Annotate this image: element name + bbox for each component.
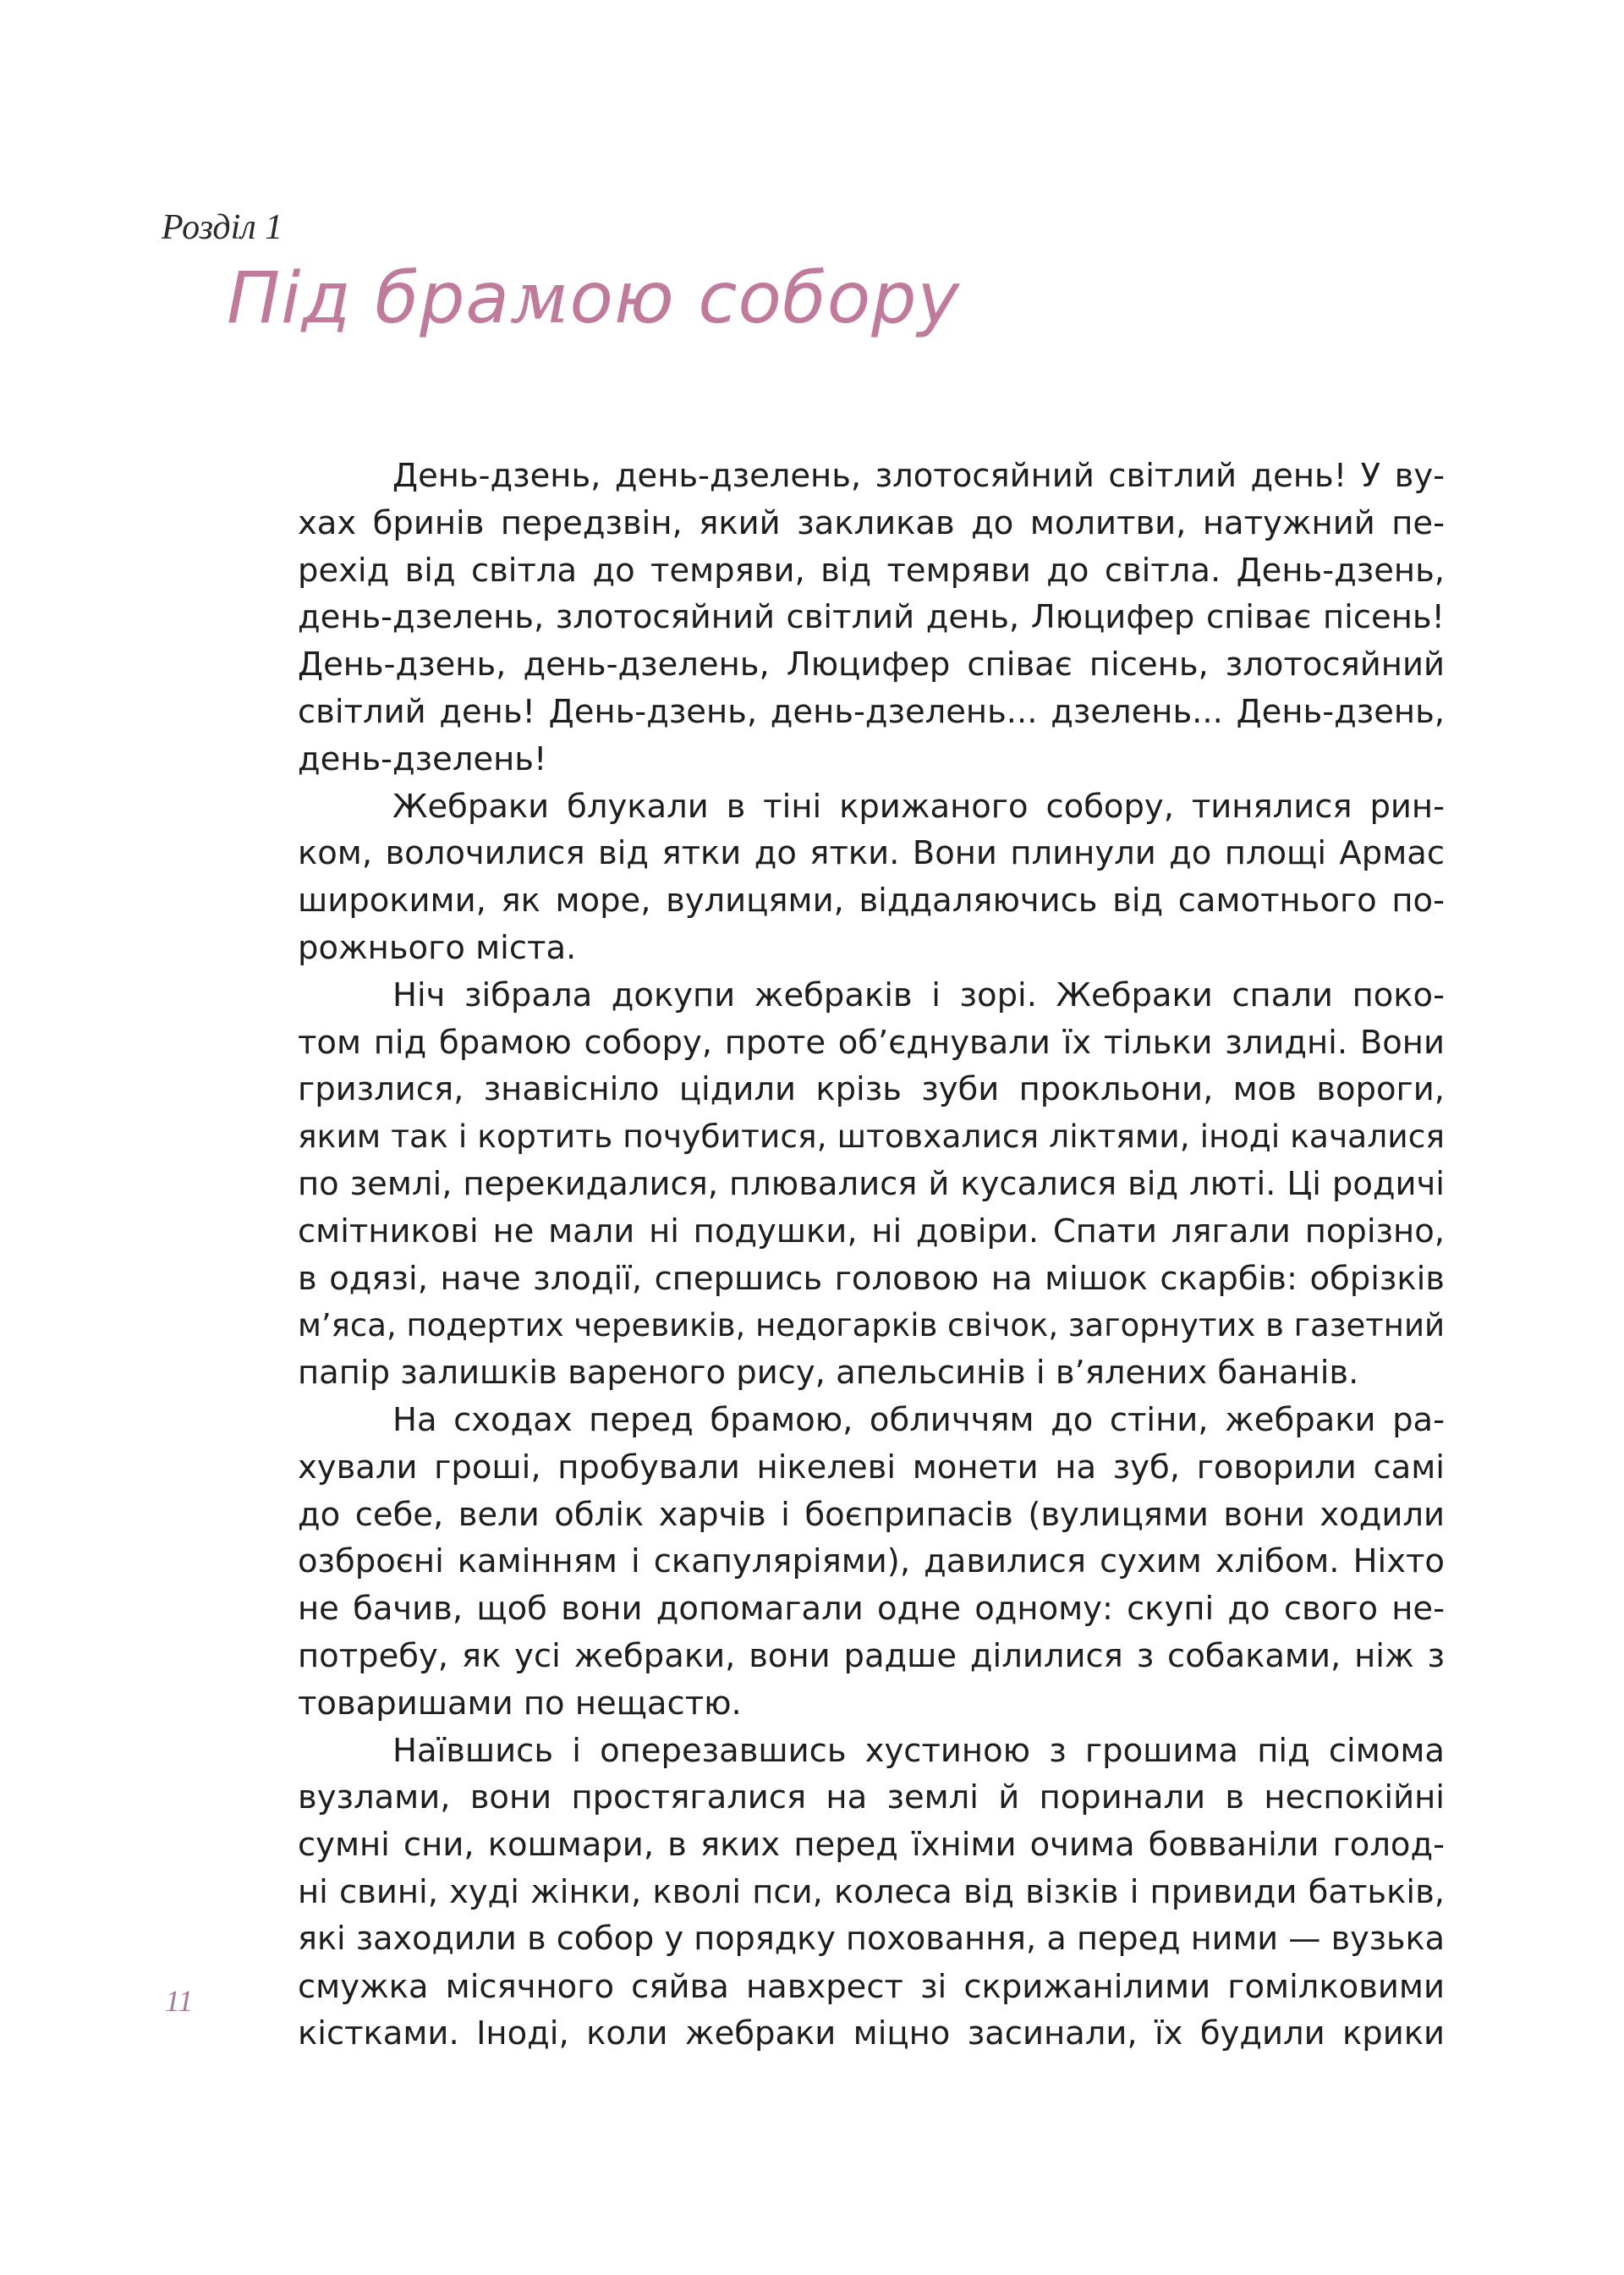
text-line: смужка місячного сяйва навхрест зі скрижанілими гомілковими — [298, 1967, 1445, 2006]
text-line: сумні сни, кошмари, в яких перед їхніми очима бовваніли голод- — [298, 1826, 1445, 1865]
text-line: Наївшись і оперезавшись хустиною з грошима під сімома — [392, 1731, 1445, 1770]
text-line: рожнього міста. — [298, 928, 577, 967]
text-line: товаришами по нещастю. — [298, 1684, 742, 1723]
text-line: гризлися, знавісніло цідили крізь зуби прокльони, мов вороги, — [298, 1070, 1445, 1109]
text-line: Жебраки блукали в тіні крижаного собору, тинялися рин- — [392, 787, 1445, 826]
chapter-title — [227, 256, 961, 339]
text-line: озброєні камінням і скапуляріями), давилися сухим хлібом. Ніхто — [298, 1542, 1445, 1581]
body-text — [298, 453, 1445, 2058]
page-number: 11 — [165, 1984, 194, 2018]
text-line: кістками. Іноді, коли жебраки міцно засинали, їх будили крики — [298, 2014, 1445, 2053]
text-line: по землі, перекидалися, плювалися й кусалися від люті. Ці родичі — [298, 1164, 1445, 1203]
text-line: яким так і кортить почубитися, штовхалися ліктями, іноді качалися — [298, 1118, 1445, 1156]
text-line: рехід від світла до темряви, від темряви до світла. День-дзень, — [298, 551, 1445, 590]
chapter-title-part1: Під бра — [227, 256, 510, 339]
chapter-title-part2: ою собору — [569, 256, 961, 339]
text-line: ні свині, худі жінки, кволі пси, колеса від візків і привиди батьків, — [298, 1872, 1445, 1911]
text-line: том під брамою собору, проте об’єднували їх тільки злидні. Вони — [298, 1023, 1445, 1062]
text-line: День-дзень, день-дзелень, Люцифер співає пісень, злотосяйний — [298, 646, 1445, 684]
text-line: ком, волочилися від ятки до ятки. Вони плинули до площі Армас — [298, 834, 1445, 873]
text-line: які заходили в собор у порядку поховання, а перед ними — вузька — [298, 1920, 1445, 1958]
text-line: папір залишків вареного рису, апельсинів і в’ялених бананів. — [298, 1354, 1359, 1393]
text-line: хували гроші, пробували нікелеві монети на зуб, говорили самі — [298, 1448, 1445, 1486]
text-line: широкими, як море, вулицями, віддаляючись від самотнього по- — [298, 882, 1445, 920]
text-line: Ніч зібрала докупи жебраків і зорі. Жебраки спали поко- — [392, 975, 1445, 1014]
text-line: м’яса, подертих черевиків, недогарків свічок, загорнутих в газетний — [298, 1307, 1446, 1344]
text-line: світлий день! День-дзень, день-дзелень... дзелень... День-дзень, — [298, 692, 1445, 731]
text-line: вузлами, вони простягалися на землі й поринали в неспокійні — [298, 1778, 1445, 1817]
text-line: не бачив, щоб вони допомагали одне одному: скупі до свого не- — [298, 1590, 1445, 1629]
chapter-label: Розділ 1 — [162, 208, 283, 247]
text-line: до себе, вели облік харчів і боєприпасів (вулицями вони ходили — [298, 1495, 1445, 1534]
text-line: в одязі, наче злодії, спершись головою на мішок скарбів: обрізків — [298, 1259, 1445, 1298]
text-line: хах бринів передзвін, який закликав до молитви, натужний пе- — [298, 503, 1445, 542]
text-line: смітникові не мали ні подушки, ні довіри. Спати лягали порізно, — [298, 1212, 1445, 1250]
text-line: потребу, як усі жебраки, вони радше ділилися з собаками, ніж з — [298, 1636, 1445, 1675]
text-line: день-дзелень, злотосяйний світлий день, Люцифер співає пісень! — [298, 598, 1445, 637]
text-line: День-дзень, день-дзелень, злотосяйний світлий день! У ву- — [392, 457, 1445, 495]
text-line: На сходах перед брамою, обличчям до стіни, жебраки ра- — [392, 1400, 1445, 1439]
chapter-title-serif-letter: м — [509, 256, 570, 339]
text-line: день-дзелень! — [298, 739, 547, 778]
